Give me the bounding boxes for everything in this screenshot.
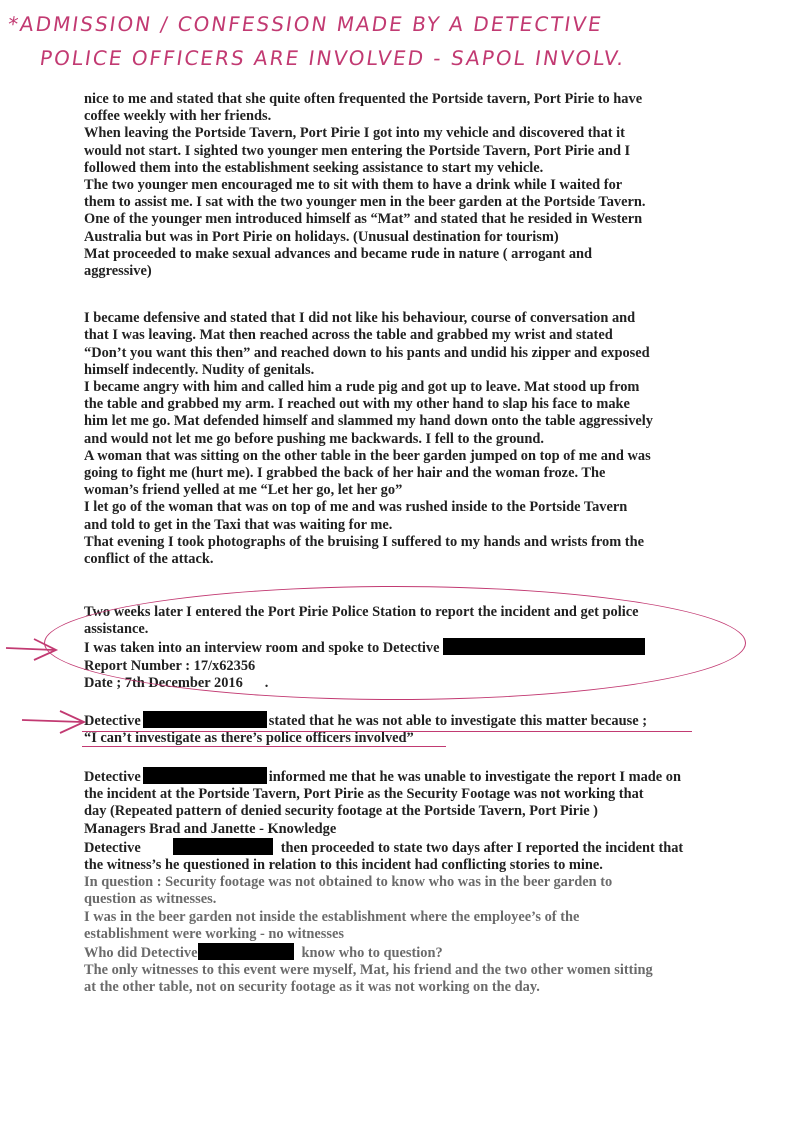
text-line: “Don’t you want this then” and reached down to his pants and undid his zipper and exposed: [84, 344, 650, 361]
text-line: I let go of the woman that was on top of me and was rushed inside to the Portside Tavern: [84, 499, 628, 516]
text-line: himself indecently. Nudity of genitals.: [84, 361, 315, 378]
text-line: Managers Brad and Janette - Knowledge: [84, 820, 337, 837]
text-fragment: informed me that he was unable to investigate the report I made on: [268, 769, 681, 785]
annotation-underline: [82, 731, 692, 732]
quoted-statement: “I can’t investigate as there’s police officers involved”: [84, 730, 414, 747]
text-line: coffee weekly with her friends.: [84, 108, 272, 125]
text-line: woman’s friend yelled at me “Let her go, let her go”: [84, 482, 403, 499]
text-line: question as witnesses.: [84, 891, 217, 908]
text-line: I became angry with him and called him a rude pig and got up to leave. Mat stood up from: [84, 379, 640, 396]
text-line: I became defensive and stated that I did not like his behaviour, course of conversation and: [84, 310, 636, 327]
handwritten-annotation-line-2: POLICE OFFICERS ARE INVOLVED - SAPOL INVOLV.: [38, 46, 628, 70]
redaction-box: [143, 767, 267, 784]
text-line: nice to me and stated that she quite often frequented the Portside tavern, Port Pirie to have: [84, 91, 643, 107]
text-fragment: Detective: [84, 713, 141, 729]
text-line: him let me go. Mat defended himself and slammed my hand down onto the table aggressively: [84, 413, 653, 430]
annotation-underline: [82, 746, 446, 747]
text-line: [84, 943, 724, 962]
text-line: [84, 767, 724, 786]
text-line: A woman that was sitting on the other table in the beer garden jumped on top of me and was: [84, 447, 651, 464]
text-fragment: Who did Detective: [84, 945, 198, 962]
text-line: the witness’s he questioned in relation to this incident had conflicting stories to mine.: [84, 857, 603, 874]
text-line: day (Repeated pattern of denied security footage at the Portside Tavern, Port Pirie ): [84, 803, 598, 820]
text-line: would not start. I sighted two younger men entering the Portside Tavern, Port Pirie and I: [84, 142, 631, 159]
text-line: Australia but was in Port Pirie on holidays. (Unusual destination for tourism): [84, 228, 559, 245]
text-fragment: I was taken into an interview room and spoke to Detective: [84, 640, 440, 657]
text-line: Report Number : 17/x62356: [84, 657, 256, 674]
stray-dot: .: [264, 674, 269, 691]
text-line: The only witnesses to this event were myself, Mat, his friend and the two other women sitting: [84, 962, 653, 979]
text-line: the table and grabbed my arm. I reached out with my other hand to slap his face to make: [84, 396, 630, 413]
text-line: conflict of the attack.: [84, 551, 214, 568]
text-fragment: know who to question?: [301, 945, 443, 962]
text-fragment: stated that he was not able to investigate this matter because ;: [268, 713, 647, 729]
text-line: [84, 838, 724, 857]
text-fragment: Detective: [84, 839, 141, 856]
text-line: going to fight me (hurt me). I grabbed the back of her hair and the woman froze. The: [84, 465, 606, 482]
annotation-arrow-icon: [20, 706, 90, 736]
text-line: One of the younger men introduced himself as “Mat” and stated that he resided in Western: [84, 211, 643, 228]
text-line: establishment were working - no witnesses: [84, 925, 344, 942]
text-line: [84, 711, 724, 730]
annotation-arrow-icon: [4, 634, 64, 664]
text-line: Two weeks later I entered the Port Pirie Police Station to report the incident and get police: [84, 604, 639, 620]
text-line: that I was leaving. Mat then reached across the table and grabbed my wrist and stated: [84, 327, 613, 344]
statement-text: [84, 91, 724, 568]
text-line: them to assist me. I sat with the two younger men in the beer garden at the Portside Tavern.: [84, 194, 646, 211]
text-line: The two younger men encouraged me to sit with them to have a drink while I waited for: [84, 177, 623, 194]
handwritten-annotation-line-1: *ADMISSION / CONFESSION MADE BY A DETECTIVE: [6, 12, 605, 36]
redaction-box: [173, 838, 273, 855]
redaction-box: [198, 943, 294, 960]
text-line: In question : Security footage was not obtained to know who was in the beer garden to: [84, 874, 613, 891]
text-fragment: Detective: [84, 769, 141, 785]
text-fragment: then proceeded to state two days after I reported the incident that: [280, 839, 684, 856]
redaction-box: [143, 711, 267, 728]
text-line: and told to get in the Taxi that was waiting for me.: [84, 516, 393, 533]
investigation-section: [84, 767, 724, 997]
text-line: That evening I took photographs of the bruising I suffered to my hands and wrists from the: [84, 533, 644, 550]
text-line: followed them into the establishment seeking assistance to start my vehicle.: [84, 159, 544, 176]
text-line: assistance.: [84, 621, 149, 638]
text-line: and would not let me go before pushing me backwards. I fell to the ground.: [84, 430, 545, 447]
text-line: aggressive): [84, 263, 152, 280]
annotation-circle: [44, 586, 746, 700]
detective-statement-section: [84, 711, 724, 747]
text-fragment: Date ; 7th December 2016: [84, 674, 243, 691]
text-line: I was in the beer garden not inside the establishment where the employee’s of the: [84, 908, 580, 925]
text-line: Mat proceeded to make sexual advances and became rude in nature ( arrogant and: [84, 245, 593, 262]
text-line: the incident at the Portside Tavern, Port Pirie as the Security Footage was not working that: [84, 786, 644, 803]
text-line: at the other table, not on security footage as it was not working on the day.: [84, 979, 540, 996]
text-line: When leaving the Portside Tavern, Port Pirie I got into my vehicle and discovered that it: [84, 125, 625, 142]
